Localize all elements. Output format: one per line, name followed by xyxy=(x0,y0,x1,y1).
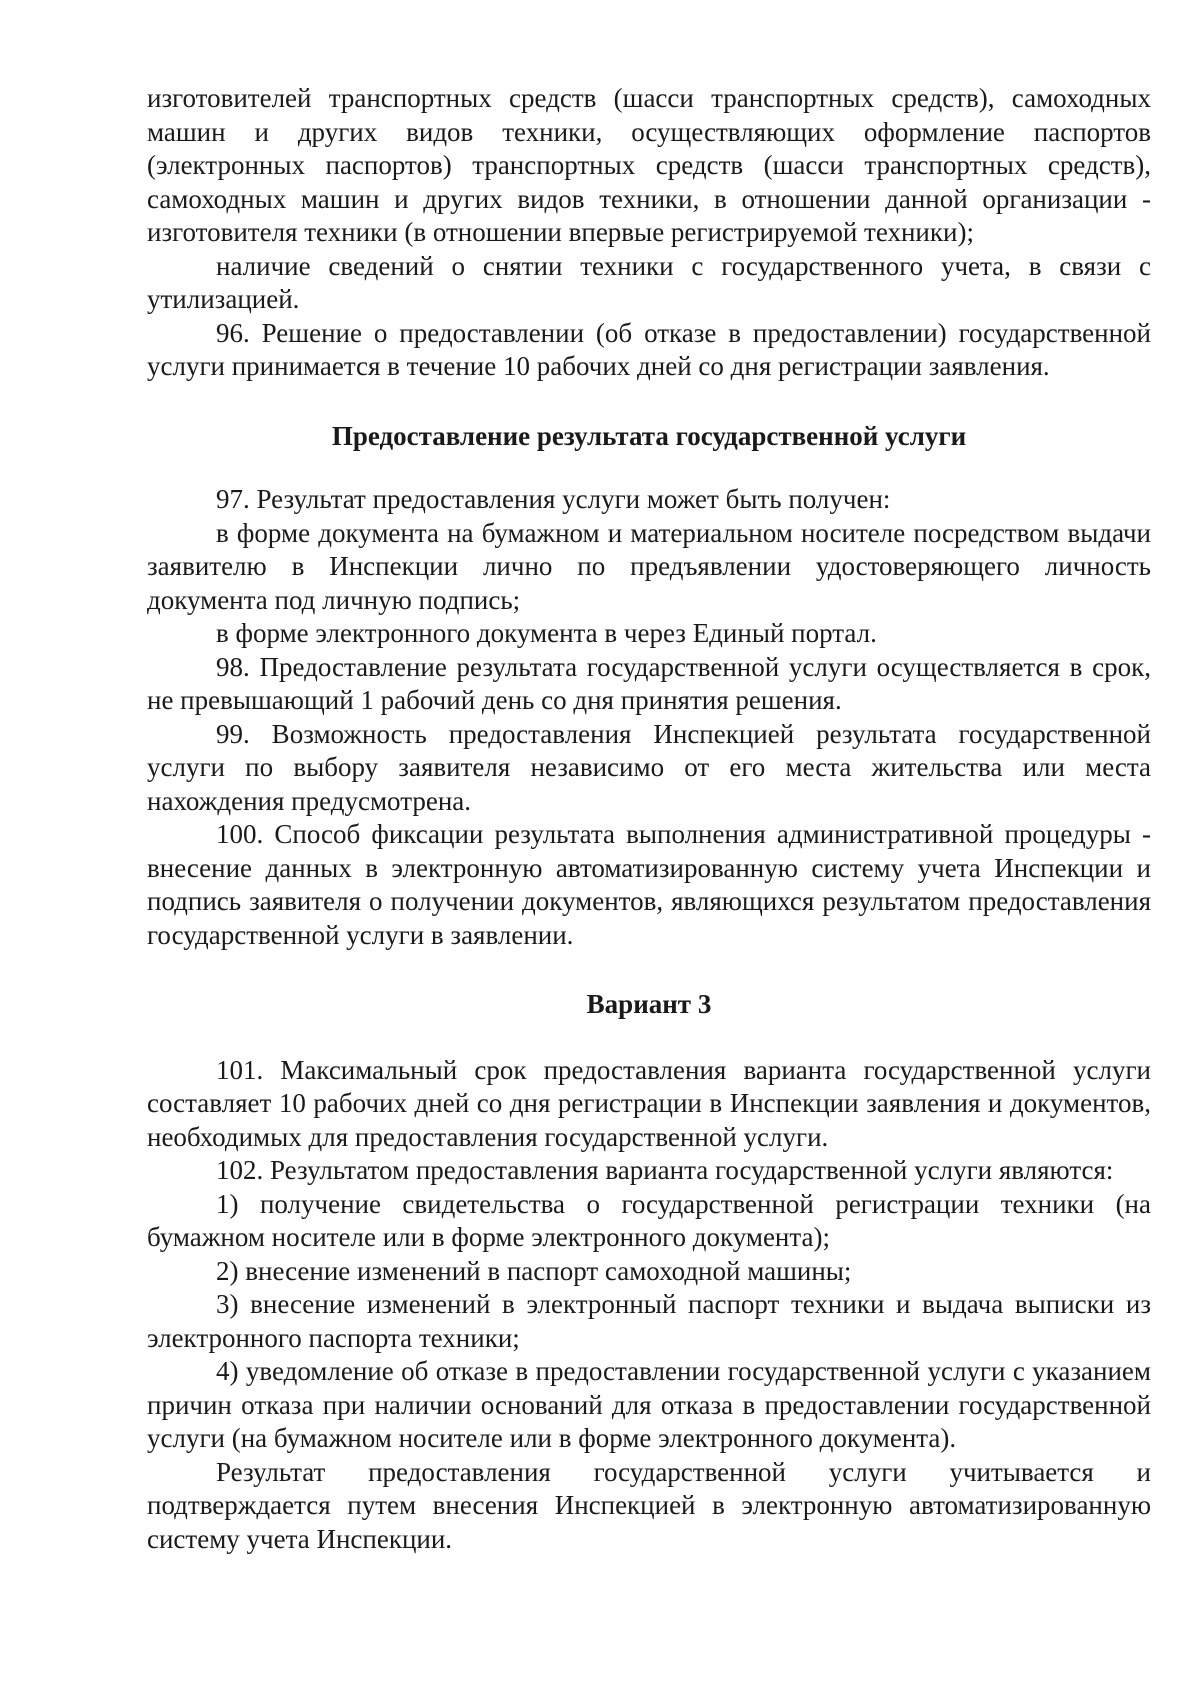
document-body xyxy=(147,82,1151,1556)
list-item-2: 2) внесение изменений в паспорт самоходной машины; xyxy=(216,1255,852,1286)
paragraph-99: 99. Возможность предоставления Инспекцией результата государственной услуги по выбору заявителя независимо от его места жительства или места нахождения предусмотрена. xyxy=(147,718,1151,816)
paragraph-101: 101. Максимальный срок предоставления варианта государственной услуги составляет 10 рабочих дней со дня регистрации в Инспекции заявления и документов, необходимых для предоставления государственной услуги. xyxy=(147,1054,1151,1152)
spacer xyxy=(147,1022,1151,1054)
paragraph-97: 97. Результат предоставления услуги может быть получен: xyxy=(216,484,891,514)
spacer xyxy=(147,952,1151,988)
paragraph-100: 100. Способ фиксации результата выполнения административной процедуры - внесение данных в электронную автоматизированную систему учета Инспекции и подпись заявителя о получении документов, являющихся результатом предоставления государственной услуги в заявлении. xyxy=(147,819,1151,950)
paragraph-utilization: наличие сведений о снятии техники с государственного учета, в связи с утилизацией. xyxy=(147,250,1151,314)
paragraph-98: 98. Предоставление результата государственной услуги осуществляется в срок, не превышающий 1 рабочий день со дня принятия решения. xyxy=(147,651,1151,715)
section-heading-result: Предоставление результата государственной услуги xyxy=(331,420,967,451)
paragraph-102: 102. Результатом предоставления варианта государственной услуги являются: xyxy=(216,1155,1114,1185)
list-item-4: 4) уведомление об отказе в предоставлении государственной услуги с указанием причин отказа при наличии оснований для отказа в предоставлении государственной услуги (на бумажном носителе или в форме электронного документа). xyxy=(147,1356,1151,1453)
spacer xyxy=(147,453,1151,483)
spacer xyxy=(147,384,1151,420)
list-item-3: 3) внесение изменений в электронный паспорт техники и выдача выписки из электронного паспорта техники; xyxy=(147,1289,1151,1353)
paragraph-result-recorded: Результат предоставления государственной услуги учитывается и подтверждается путем внесения Инспекцией в электронную автоматизированную систему учета Инспекции. xyxy=(147,1456,1151,1554)
paragraph-97-electronic: в форме электронного документа в через Единый портал. xyxy=(216,618,877,648)
list-item-1: 1) получение свидетельства о государственной регистрации техники (на бумажном носителе или в форме электронного документа); xyxy=(147,1188,1151,1252)
paragraph-continuation: изготовителей транспортных средств (шасси транспортных средств), самоходных машин и других видов техники, осуществляющих оформление паспортов (электронных паспортов) транспортных средств (шасси транспортных средств), самоходных машин и других видов техники, в отношении данной организации - изготовителя техники (в отношении впервые регистрируемой техники); xyxy=(147,83,1151,247)
paragraph-97-paper: в форме документа на бумажном и материальном носителе посредством выдачи заявителю в Инспекции лично по предъявлении удостоверяющего личность документа под личную подпись; xyxy=(147,517,1151,615)
section-heading-variant: Вариант 3 xyxy=(586,989,712,1019)
paragraph-96: 96. Решение о предоставлении (об отказе в предоставлении) государственной услуги принимается в течение 10 рабочих дней со дня регистрации заявления. xyxy=(147,317,1151,381)
